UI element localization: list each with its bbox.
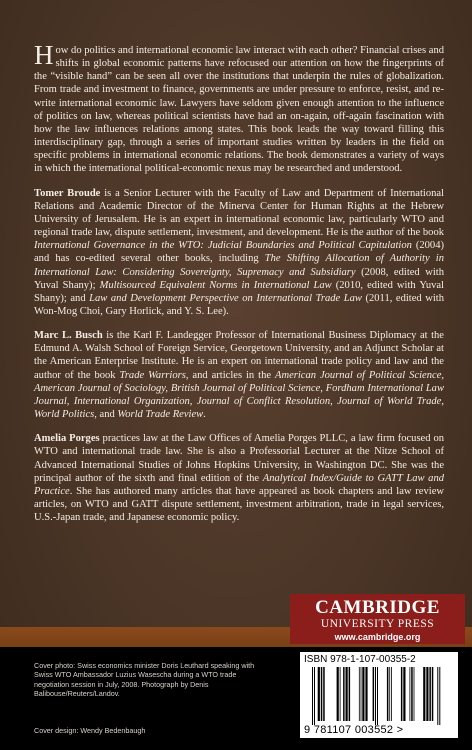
author-name: Tomer Broude — [34, 187, 101, 199]
barcode-guard-bar — [439, 667, 440, 725]
bio-text: practices law at the Law Offices of Amelia Porges PLLC, a law firm focused on WTO and international trade law. She is also a Professorial Lecturer at the Nitze School of Advanced International Studies of Johns Hopkins University, in Washington DC. She was the principal author of the sixth and final edition of the — [34, 433, 444, 484]
photo-credit: Cover photo: Swiss economics minister Doris Leuthard speaking with Swiss WTO Ambassador Luzius Wasescha during a WTO trade negotiation session in July, 2008. Photograph by Denis Balibouse/Reuters/Landov. — [34, 661, 255, 699]
intro-paragraph — [34, 40, 444, 176]
isbn-box — [300, 652, 458, 738]
barcode-bar — [414, 667, 415, 721]
barcode-bar — [321, 667, 323, 721]
bio-text: (2010, edited with Yuval Shany); and — [34, 279, 444, 304]
barcode-bar — [387, 667, 389, 721]
barcode-guard-bar — [377, 667, 378, 725]
barcode-bar — [340, 667, 341, 721]
barcode-bar — [403, 667, 405, 721]
author-name: Marc L. Busch — [34, 330, 103, 342]
barcode-bar — [429, 667, 431, 721]
bio-italic-title: Multisourced Equivalent Norms in International Law — [99, 279, 332, 291]
publisher-name: CAMBRIDGE — [315, 597, 440, 618]
design-credit: Cover design: Wendy Bedenbaugh — [34, 726, 146, 735]
bio-italic-title: Trade Warriors — [119, 369, 186, 381]
drop-cap: H — [34, 40, 54, 70]
barcode-bar — [401, 667, 403, 721]
barcode-guard-bar — [437, 667, 438, 725]
bio-text: . — [203, 409, 206, 421]
bio-text: (2008, edited with Yuval Shany); — [34, 266, 444, 291]
barcode-bar — [373, 667, 375, 721]
bio-text: is a Senior Lecturer with the Faculty of Law and Department of International Relations and Academic Director of the Minerva Center for Human Rights at the Hebrew University of Jerusalem. He is an expert in international economic law, particularly WTO and regional trade law, dispute settlement, investment, and development. He is the author of the book — [34, 187, 444, 239]
barcode-guard-bar — [375, 667, 376, 725]
intro-text: ow do politics and international economic law interact with each other? Financial crises and shifts in global economic patterns have refocused our attention on how the fingerprints of the “visible hand” can be seen all over the institutions that underpin the rules of globalization. From trade and investment to finance, governments are under pressure to enforce, resist, and re-write international economic law. Lawyers have seldom given enough attention to the influence of politics on law, whereas political scientists have had an on-again, off-again fascination with how the law influences relations among states. This book leads the way toward filling this interdisciplinary gap, through a series of important studies written by leaders in the field on specific problems in international economic relations. The book demonstrates a variety of ways in which the international political-economic nexus may be researched and understood. — [34, 45, 444, 175]
barcode-bar — [426, 667, 428, 721]
isbn-label: ISBN 978-1-107-00355-2 — [304, 654, 416, 665]
publisher-url: www.cambridge.org — [334, 632, 421, 642]
bio-text: is the Karl F. Landegger Professor of International Business Diplomacy at the Edmund A. Walsh School of Foreign Service, Georgetown University, and an Adjunct Scholar at the American Enterprise Institute. He is an expert on international trade policy and law and the author of the book — [34, 330, 444, 381]
publisher-press: UNIVERSITY PRESS — [320, 618, 435, 630]
barcode-bar — [337, 667, 339, 721]
bio-text: (2004) and has co-edited several other books, including — [34, 240, 444, 265]
bio-busch — [34, 329, 444, 421]
bio-text: (2011, edited with Won-Mog Choi, Gary Horlick, and Y. S. Lee). — [34, 292, 444, 317]
cover-text-block — [34, 40, 445, 535]
barcode-bar — [365, 667, 367, 721]
bio-porges — [34, 432, 444, 524]
barcode-guard-bar — [312, 667, 313, 725]
bio-text: , and articles in the — [185, 369, 276, 381]
bio-italic-title: American Journal of Political Science, American Journal of Sociology, British Journal of Political Science, Fordham International Law Journal, International Organization, Journal of Conflict Resolution, Journal of World Trade, World Politics, — [34, 369, 445, 421]
bio-italic-title: The Shifting Allocation of Authority in International Law: Considering Sovereignty, Supremacy and Subsidiary — [34, 253, 444, 278]
bio-italic-title: Law and Development Perspective on International Trade Law — [89, 292, 362, 304]
barcode-bar — [349, 667, 351, 721]
barcode-bar — [318, 667, 320, 721]
barcode-bar — [410, 667, 411, 721]
barcode-bar — [343, 667, 345, 721]
barcode-bar — [411, 667, 413, 721]
barcode-bar — [362, 667, 364, 721]
author-name: Amelia Porges — [34, 433, 100, 445]
barcode-bar — [389, 667, 390, 721]
barcode-digits: 9 781107 003552 > — [304, 724, 404, 736]
barcode-bar — [359, 667, 360, 721]
bio-text: . She has authored many articles that have appeared as book chapters and law review articles, on WTO and GATT dispute settlement, investment arbitration, trade in legal services, U.S.-Japan trade, and Japanese economic policy. — [34, 485, 444, 524]
barcode-guard-bar — [314, 667, 315, 725]
barcode-bar — [361, 667, 362, 721]
barcode-bar — [423, 667, 425, 721]
barcode-bar — [432, 667, 434, 721]
barcode-bar — [391, 667, 392, 721]
barcode-bar — [323, 667, 325, 721]
bio-italic-title: World Trade Review — [117, 409, 204, 421]
publisher-logo — [290, 594, 465, 644]
bio-italic-title: Analytical Index/Guide to GATT Law and Practice — [34, 472, 444, 497]
barcode — [304, 667, 454, 725]
bio-text: and — [96, 409, 118, 421]
bio-italic-title: International Governance in the WTO: Judicial Boundaries and Political Capitulation — [34, 240, 412, 252]
bio-broude — [34, 187, 444, 319]
barcode-bar — [346, 667, 348, 721]
